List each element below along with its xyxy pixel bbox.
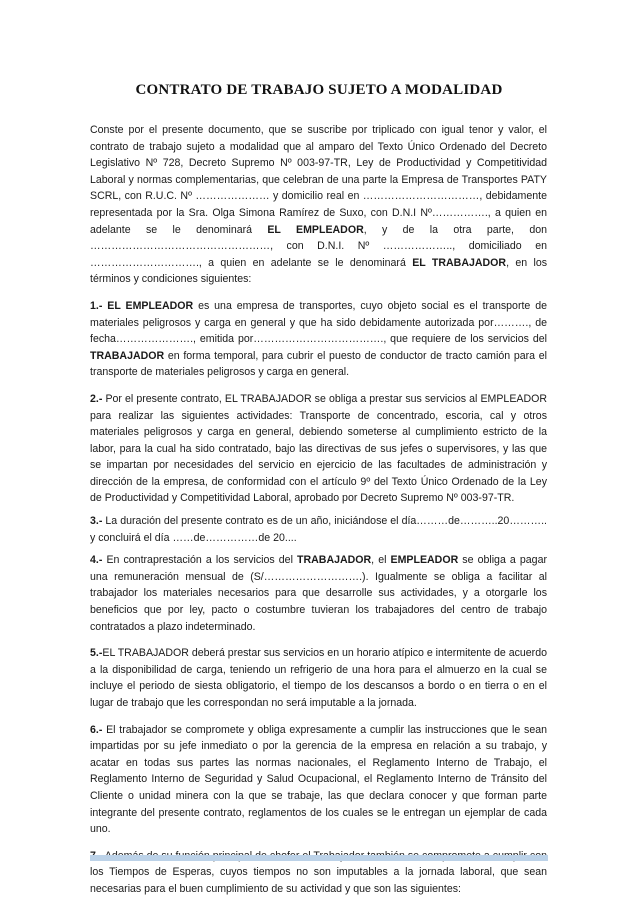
clause-1-text-1: es una empresa de transportes, cuyo objeto social es el transporte de materiales peligrosos y carga en general y que ha sido debidamente autorizada por………., de fecha…………………., emitida por………………………………., que requiere de los servicios del (90, 299, 547, 346)
intro-trabajador: EL TRABAJADOR (412, 256, 507, 269)
intro-paragraph (90, 122, 547, 288)
clause-4-number: 4.- (90, 554, 103, 567)
clause-5 (90, 645, 547, 711)
clause-4-empleador: EMPLEADOR (390, 554, 459, 567)
clause-3 (90, 513, 547, 546)
clause-1-trabajador: TRABAJADOR (90, 349, 165, 362)
intro-text-2: , y de la otra parte, don ……………………………………………, con D.N.I. Nº ……………….., domiciliado en …………………………., a quien en adelante se le denominará (90, 223, 548, 269)
clause-2 (90, 391, 547, 507)
clause-4-text-1: En contraprestación a los servicios del (102, 554, 298, 567)
footer-divider (90, 855, 548, 861)
clause-2-number: 2.- (90, 392, 103, 405)
clause-7-text: los Tiempos de Esperas, cuyos tiempos no son imputables a la jornada laboral, que sean necesarias para el buen cumplimiento de su actividad y que son las siguientes: (90, 866, 547, 895)
intro-text-1: Conste por el presente documento, que se suscribe por triplicado con igual tenor y valor, el contrato de trabajo sujeto a modalidad que al amparo del Texto Único Ordenado del Decreto Legislativo Nº 728, Decreto Supremo Nº 003-97-TR, Ley de Productividad y Competitividad Laboral y normas complementarias, que celebran de una parte la Empresa de Transportes PATY SCRL, con R.U.C. Nº ………………… y domicilio real en ……………………………, debidamente representada por la Sra. Olga Simona Ramírez de Suxo, con D.N.I Nº……………., a quien en adelante se le denominará (90, 124, 547, 236)
clause-2-text: Por el presente contrato, EL TRABAJADOR se obliga a prestar sus servicios al EMPLEADOR para realizar las siguientes actividades: Transporte de concentrado, escoria, cal y otros materiales peligrosos y carga en general, debiendo someterse al cumplimiento estricto de la labor, para la cual ha sido contratado, bajo las directivas de sus jefes o supervisores, y las que se impartan por necesidades del servicio en ejercicio de las facultades de administración y dirección de la empresa, de conformidad con el artículo 9º del Texto Único Ordenado de la Ley de Productividad y Competitividad Laboral, aprobado por Decreto Supremo Nº 003-97-TR. (90, 392, 547, 505)
clause-3-text: La duración del presente contrato es de un año, iniciándose el día………de………..20……….. y concluirá el día ……de……………de 20.... (90, 515, 547, 544)
clause-1-text-2: en forma temporal, para cubrir el puesto de conductor de tracto camión para el transporte de materiales peligrosos y carga en general. (90, 349, 547, 379)
clause-5-text: EL TRABAJADOR deberá prestar sus servicios en un horario atípico e intermitente de acuerdo a la disponibilidad de carga, teniendo un refrigerio de una hora para el almuerzo en la cual se incluye el periodo de siesta obligatorio, el tiempo de los descansos a bordo o en tierra o en el lugar de trabajo que les correspondan no será imputable a la jornada. (90, 647, 547, 709)
clause-6-number: 6.- (90, 723, 103, 736)
clause-4-trabajador: TRABAJADOR (297, 554, 372, 567)
clause-4 (90, 552, 547, 635)
clause-3-number: 3.- (90, 515, 103, 528)
clause-6 (90, 722, 547, 838)
intro-text-3: , en los términos y condiciones siguientes: (90, 256, 548, 286)
clause-4-text-3: se obliga a pagar una remuneración mensual de (S/……………………….). Igualmente se obliga a facilitar al trabajador los materiales necesarios para que desarrolle sus actividades, y a otorgarle los beneficios que por ley, pacto o costumbre tuvieran los trabajadores del centro de trabajo contratados a plazo indeterminado. (90, 554, 547, 633)
clause-4-text-2: , el (371, 554, 391, 567)
document-body (90, 122, 547, 908)
clause-5-number: 5.- (90, 647, 103, 660)
intro-empleador: EL EMPLEADOR (267, 223, 364, 236)
clause-6-text: El trabajador se compromete y obliga expresamente a cumplir las instrucciones que le sean impartidas por su jefe inmediato o por la gerencia de la empresa en relación a su trabajo, y acatar en todas sus partes las normas nacionales, el Reglamento Interno de Trabajo, el Reglamento Interno de Seguridad y Salud Ocupacional, el Reglamento Interno de Tránsito del Cliente o unidad minera con la que se trabaje, las que declara conocer y que forman parte integrante del presente contrato, reglamentos de los cuales se le entregan un ejemplar de cada uno. (90, 723, 547, 836)
clause-1-number: 1.- EL EMPLEADOR (90, 299, 194, 312)
clause-1 (90, 298, 547, 381)
document-title: CONTRATO DE TRABAJO SUJETO A MODALIDAD (135, 82, 503, 98)
